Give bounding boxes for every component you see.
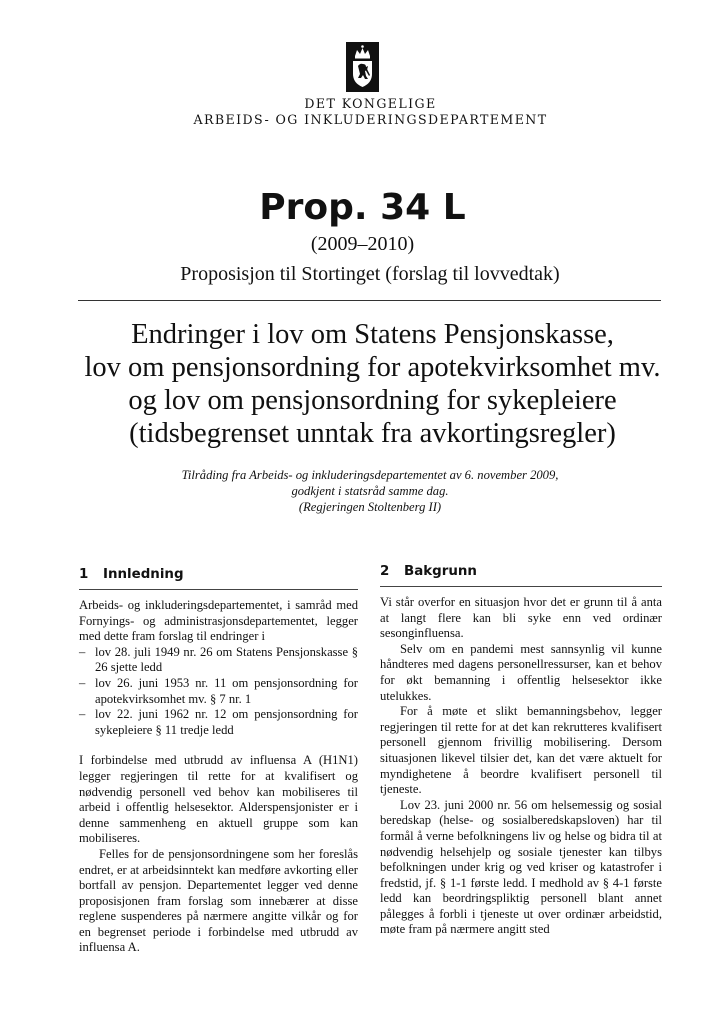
- section-1: [79, 566, 358, 956]
- proposition-subtitle: Proposisjon til Stortinget (forslag til lovvedtak): [180, 263, 560, 285]
- list-item: [79, 676, 358, 707]
- list-marker: –: [79, 707, 86, 722]
- section-title: Innledning: [103, 567, 184, 582]
- list-item-text: lov 28. juli 1949 nr. 26 om Statens Pensjonskasse § 26 sjette ledd: [95, 644, 358, 675]
- section-heading: [380, 563, 662, 587]
- section-number: 2: [380, 564, 390, 579]
- paragraph: Lov 23. juni 2000 nr. 56 om helsemessig og sosial beredskap (helse- og sosialberedskapsloven) har til formål å verne befolkningens liv og helse og bidra til at nødvendig helsehjelp og sosiale tjenester kan tilbys befolkningen under krig og ved kriser og katastrofer i fredstid, jf. § 1-1 første ledd. I medhold av § 4-1 første ledd kan beordringspliktig personell blant annet pålegges å forbli i tjeneste ut over ordinær arbeidstid, møte fram på nærmere angitt sted: [380, 797, 662, 937]
- approval-note: [30, 467, 710, 515]
- title-divider: [78, 300, 661, 301]
- section-number: 1: [79, 567, 89, 582]
- main-title-line: (tidsbegrenset unntak fra avkortingsregler): [129, 418, 616, 449]
- main-title-line: lov om pensjonsordning for apotekvirksomhet mv.: [84, 352, 661, 383]
- section-title: Bakgrunn: [404, 564, 477, 579]
- section-heading: [79, 566, 358, 590]
- main-title: [20, 318, 725, 450]
- paragraph: Selv om en pandemi mest sannsynlig vil kunne håndteres med dagens personellressurser, kan et behov for økt bemanning i offentlig helsesektor ikke utelukkes.: [380, 641, 662, 703]
- list-item-text: lov 22. juni 1962 nr. 12 om pensjonsordning for sykepleiere § 11 tredje ledd: [95, 707, 358, 737]
- section-2: [380, 563, 662, 938]
- department-line-2: ARBEIDS- OG INKLUDERINGSDEPARTEMENT: [193, 112, 548, 127]
- paragraph: For å møte et slikt bemanningsbehov, legger regjeringen til rette for at det kan rekrutteres kvalifisert personell gjennom frivillig mobilisering. Dersom situasjonen likevel tilsier det, kan det være aktuelt for myndighetene å beordre kvalifisert personell til tjeneste.: [380, 704, 662, 797]
- approval-line: (Regjeringen Stoltenberg II): [298, 500, 442, 514]
- main-title-line: og lov om pensjonsordning for sykepleiere: [128, 385, 617, 416]
- approval-line: godkjent i statsråd samme dag.: [291, 484, 449, 498]
- proposition-number: Prop. 34 L: [259, 187, 466, 228]
- list-marker: –: [79, 644, 86, 659]
- main-title-line: Endringer i lov om Statens Pensjonskasse,: [131, 319, 614, 350]
- department-line-1: DET KONGELIGE: [304, 96, 437, 111]
- session-years: (2009–2010): [310, 233, 415, 255]
- paragraph: Vi står overfor en situasjon hvor det er grunn til å anta at langt flere kan bli syke enn ved ordinær sesonginfluensa.: [380, 595, 662, 641]
- paragraph: Arbeids- og inkluderingsdepartementet, i samråd med Fornyings- og administrasjonsdepartementet, legger med dette fram forslag til endringer i: [79, 598, 358, 644]
- approval-line: Tilråding fra Arbeids- og inkluderingsdepartementet av 6. november 2009,: [181, 468, 559, 482]
- paragraph: Felles for de pensjonsordningene som her foreslås endret, er at arbeidsinntekt kan medføre avkorting eller bortfall av pensjon. Departementet legger ved denne proposisjonen fram forslag som innebærer at disse reglene suspenderes på nærmere angitte vilkår og for en begrenset periode i forbindelse med utbrudd av influensa A.: [79, 846, 358, 955]
- list-item: [79, 707, 358, 738]
- list-marker: –: [79, 675, 86, 690]
- list-item-text: lov 26. juni 1953 nr. 11 om pensjonsordning for apotekvirksomhet mv. § 7 nr. 1: [95, 675, 358, 706]
- paragraph: I forbindelse med utbrudd av influensa A (H1N1) legger regjeringen til rette for at kvalifisert og nødvendig personell ved behov kan mobiliseres til arbeid i offentlig helsesektor. Alderspensjonister er i denne sammenheng en aktuell gruppe som kan mobiliseres.: [79, 753, 358, 846]
- royal-coat-of-arms-icon: [346, 42, 379, 92]
- list-item: [79, 645, 358, 676]
